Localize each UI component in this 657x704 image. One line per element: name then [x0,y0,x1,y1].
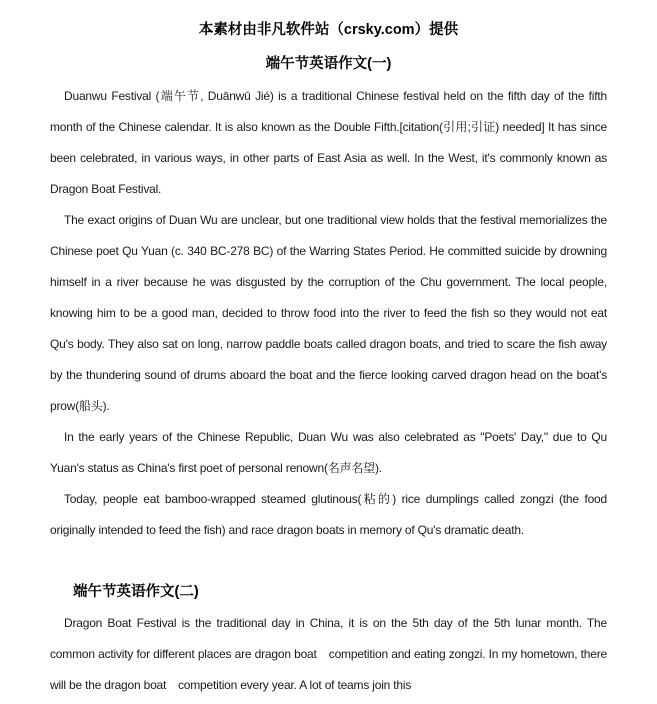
essay-1-paragraph-3: In the early years of the Chinese Republic, Duan Wu was also celebrated as "Poets' Day," due to Qu Yuan's status as China's first poet of personal renown(名声名望). [50,430,607,475]
essay-2-paragraph-1: Dragon Boat Festival is the traditional day in China, it is on the 5th day of the 5th lunar month. The common activity for different places are dragon boat competition and eating zongzi. In my hometown, there will be the dragon boat competition every year. A lot of teams join this [50,616,607,692]
essay-1-title: 端午节英语作文(一) [265,56,392,72]
essay-2-title: 端午节英语作文(二) [73,584,199,600]
essay-1-paragraph-2: The exact origins of Duan Wu are unclear, but one traditional view holds that the festival memorializes the Chinese poet Qu Yuan (c. 340 BC-278 BC) of the Warring States Period. He committed suicide by drowning himself in a river because he was disgusted by the corruption of the Chu government. The local people, knowing him to be a good man, decided to throw food into the river to feed the fish so they would not eat Qu's body. They also sat on long, narrow paddle boats called dragon boats, and tried to scare the fish away by the thundering sound of drums aboard the boat and the fierce looking carved dragon head on the boat's prow(船头). [50,213,607,413]
essay-1-paragraph-4: Today, people eat bamboo-wrapped steamed glutinous(粘的) rice dumplings called zongzi (the food originally intended to feed the fish) and race dragon boats in memory of Qu's dramatic death. [50,492,607,537]
essay-1-paragraph-1: Duanwu Festival (端午节, Duānwū Jié) is a traditional Chinese festival held on the fifth day of the fifth month of the Chinese calendar. It is also known as the Double Fifth.[citation(引用;引证) needed] It has since been celebrated, in various ways, in other parts of East Asia as well. In the West, it's commonly known as Dragon Boat Festival. [50,89,607,196]
source-notice: 本素材由非凡软件站（crsky.com）提供 [198,22,459,38]
